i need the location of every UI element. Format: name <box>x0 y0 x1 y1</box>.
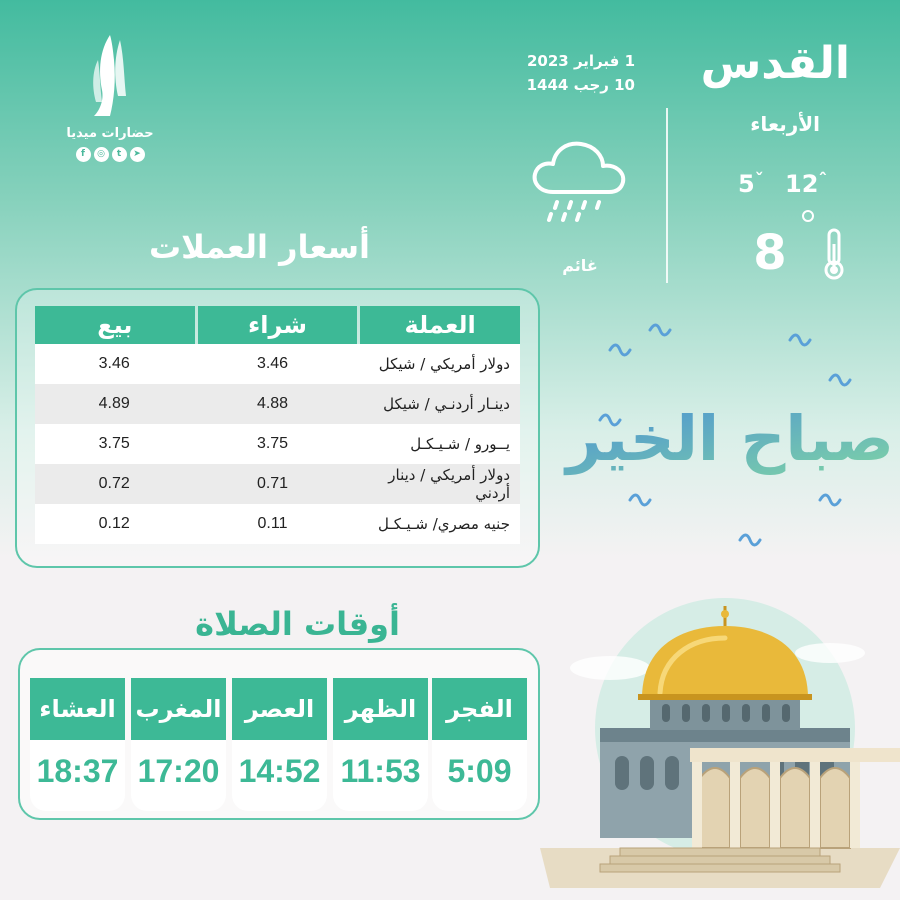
weather-condition: غائم <box>562 256 598 275</box>
sell-price: 3.75 <box>98 435 130 452</box>
prayer-card-fajr <box>432 678 527 811</box>
prayer-time: 17:20 <box>137 753 220 789</box>
currency-name: دينـار أردنـي / شيكل <box>383 395 510 413</box>
sell-price: 0.72 <box>98 475 130 492</box>
prayer-card-asr <box>232 678 327 811</box>
currency-name: يــورو / شـيـكـل <box>410 435 510 453</box>
greeting-calligraphy <box>566 300 894 570</box>
weekday: الأربعاء <box>750 112 820 136</box>
down-arrow-icon: ˇ <box>754 170 764 191</box>
max-temp <box>785 170 835 198</box>
rain-cloud-icon <box>525 130 635 230</box>
table-row <box>35 504 520 544</box>
currency-title: أسعار العملات <box>148 228 370 266</box>
prayer-time: 5:09 <box>447 753 512 789</box>
social-icons <box>60 147 160 162</box>
min-temp <box>738 170 778 198</box>
currency-name: دولار أمريكي / دينار أردني <box>388 466 510 502</box>
degree-symbol <box>802 210 814 222</box>
currency-table-header <box>35 306 520 344</box>
min-temp-value: 5 <box>738 170 755 198</box>
currency-name: دولار أمريكي / شيكل <box>378 355 510 373</box>
weather-divider <box>666 108 668 283</box>
prayer-card-dhuhr <box>333 678 428 811</box>
city-name: القدس <box>700 38 850 89</box>
buy-price: 0.71 <box>256 475 289 492</box>
brand-name: حضارات ميديا <box>66 126 154 141</box>
prayer-time: 11:53 <box>340 753 421 789</box>
prayer-name: الفجر <box>432 678 527 740</box>
currency-name: جنيه مصري/ شـيـكـل <box>378 515 510 533</box>
table-row <box>35 424 520 464</box>
prayer-title: أوقات الصلاة <box>195 605 400 643</box>
thermometer-icon <box>820 228 848 280</box>
facebook-icon[interactable]: f <box>76 147 91 162</box>
current-temp: 8 <box>753 225 787 281</box>
twitter-icon[interactable]: t <box>112 147 127 162</box>
table-row <box>35 344 520 384</box>
prayer-time: 14:52 <box>238 753 321 789</box>
currency-table <box>35 306 520 544</box>
up-arrow-icon: ˆ <box>818 170 828 191</box>
table-row <box>35 384 520 424</box>
instagram-icon[interactable]: ◎ <box>94 147 109 162</box>
sell-price: 4.89 <box>98 395 130 412</box>
max-temp-value: 12 <box>785 170 819 198</box>
greeting-text: صباح الخير <box>566 402 894 475</box>
gregorian-date: 1 فبراير 2023 <box>526 52 635 70</box>
prayer-name: الظهر <box>333 678 428 740</box>
logo-emblem-icon <box>80 30 140 120</box>
hijri-date: 10 رجب 1444 <box>526 76 635 94</box>
prayer-card-maghrib <box>131 678 226 811</box>
sell-price: 3.46 <box>98 355 130 372</box>
prayer-card-isha <box>30 678 125 811</box>
buy-price: 0.11 <box>257 515 288 532</box>
prayer-time: 18:37 <box>36 753 119 789</box>
prayer-name: العشاء <box>30 678 125 740</box>
buy-price: 3.46 <box>256 355 289 372</box>
buy-price: 4.88 <box>256 395 289 412</box>
sell-price: 0.12 <box>98 515 130 532</box>
brand-logo <box>60 30 160 162</box>
telegram-icon[interactable]: ➤ <box>130 147 145 162</box>
prayer-name: المغرب <box>131 678 226 740</box>
dome-of-the-rock-illustration <box>540 598 900 888</box>
table-row <box>35 464 520 504</box>
header-sell: بيع <box>35 306 195 344</box>
prayer-name: العصر <box>232 678 327 740</box>
header-buy: شراء <box>198 306 358 344</box>
buy-price: 3.75 <box>256 435 289 452</box>
header-currency: العملة <box>360 306 520 344</box>
